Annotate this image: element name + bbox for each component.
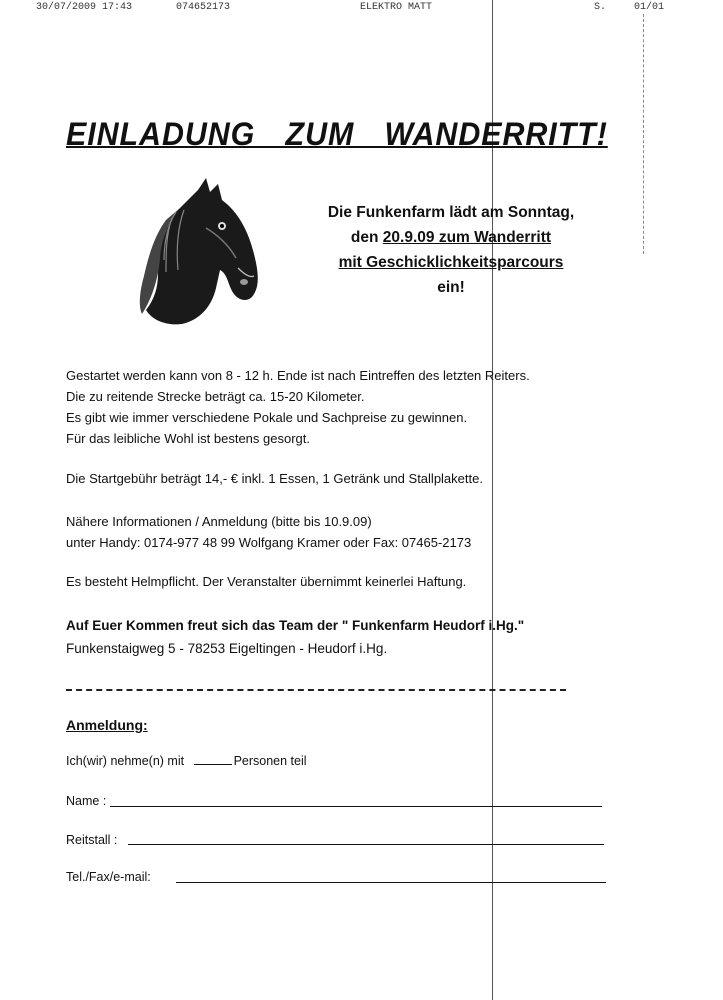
persons-count-field[interactable] — [194, 764, 232, 765]
invitation-line-1: Die Funkenfarm lädt am Sonntag, — [327, 204, 575, 221]
contact-info — [66, 511, 471, 553]
name-field[interactable] — [110, 806, 602, 807]
detail-line: Gestartet werden kann von 8 - 12 h. Ende ist nach Eintreffen des letzten Reiters. — [66, 368, 530, 383]
registration-title: Anmeldung: — [66, 717, 148, 733]
invitation-line-4: ein! — [437, 279, 465, 296]
persons-row — [66, 754, 307, 768]
persons-prefix-label: Ich(wir) nehme(n) mit — [66, 754, 185, 768]
detail-line: Es gibt wie immer verschiedene Pokale und Sachpreise zu gewinnen. — [66, 410, 468, 425]
contact-label: Tel./Fax/e-mail: — [66, 870, 151, 884]
detail-line: Die zu reitende Strecke beträgt ca. 15-20 Kilometer. — [66, 389, 365, 404]
stable-field[interactable] — [128, 844, 604, 845]
invitation-text — [296, 200, 606, 300]
fax-number: 074652173 — [176, 2, 231, 13]
helmet-notice: Es besteht Helmpflicht. Der Veranstalter übernimmt keinerlei Haftung. — [66, 574, 467, 589]
contact-field[interactable] — [176, 882, 606, 883]
fax-page-label: S. — [594, 2, 607, 13]
fax-sender: ELEKTRO MATT — [360, 2, 433, 13]
event-date: 20.9.09 — [382, 229, 435, 246]
detail-line: Für das leibliche Wohl ist bestens gesorgt. — [66, 431, 310, 446]
address-text: Funkenstaigweg 5 - 78253 Eigeltingen - Heudorf i.Hg. — [66, 641, 388, 656]
persons-suffix-label: Personen teil — [233, 754, 307, 768]
page-title: EINLADUNG ZUM WANDERRITT! — [66, 116, 608, 152]
name-label: Name : — [66, 794, 107, 808]
fax-header — [0, 0, 723, 16]
invitation-line-2-suffix: zum Wanderritt — [434, 229, 552, 246]
invitation-line-3: mit Geschicklichkeitsparcours — [338, 254, 564, 271]
scan-edge-line — [643, 14, 644, 254]
fax-page-number: 01/01 — [634, 2, 665, 13]
closing-text: Auf Euer Kommen freut sich das Team der " Funkenfarm Heudorf i.Hg." — [66, 618, 525, 633]
horse-head-illustration — [136, 178, 266, 328]
info-line: unter Handy: 0174-977 48 99 Wolfgang Kramer oder Fax: 07465-2173 — [66, 535, 472, 550]
stable-label: Reitstall : — [66, 833, 118, 847]
invitation-line-2-prefix: den — [350, 229, 383, 246]
cut-line-separator — [66, 689, 566, 691]
event-details — [66, 365, 530, 449]
invitation-line-2 — [296, 225, 606, 250]
info-line: Nähere Informationen / Anmeldung (bitte bis 10.9.09) — [66, 514, 372, 529]
fee-text: Die Startgebühr beträgt 14,- € inkl. 1 Essen, 1 Getränk und Stallplakette. — [66, 471, 483, 486]
fax-datetime: 30/07/2009 17:43 — [36, 2, 133, 13]
